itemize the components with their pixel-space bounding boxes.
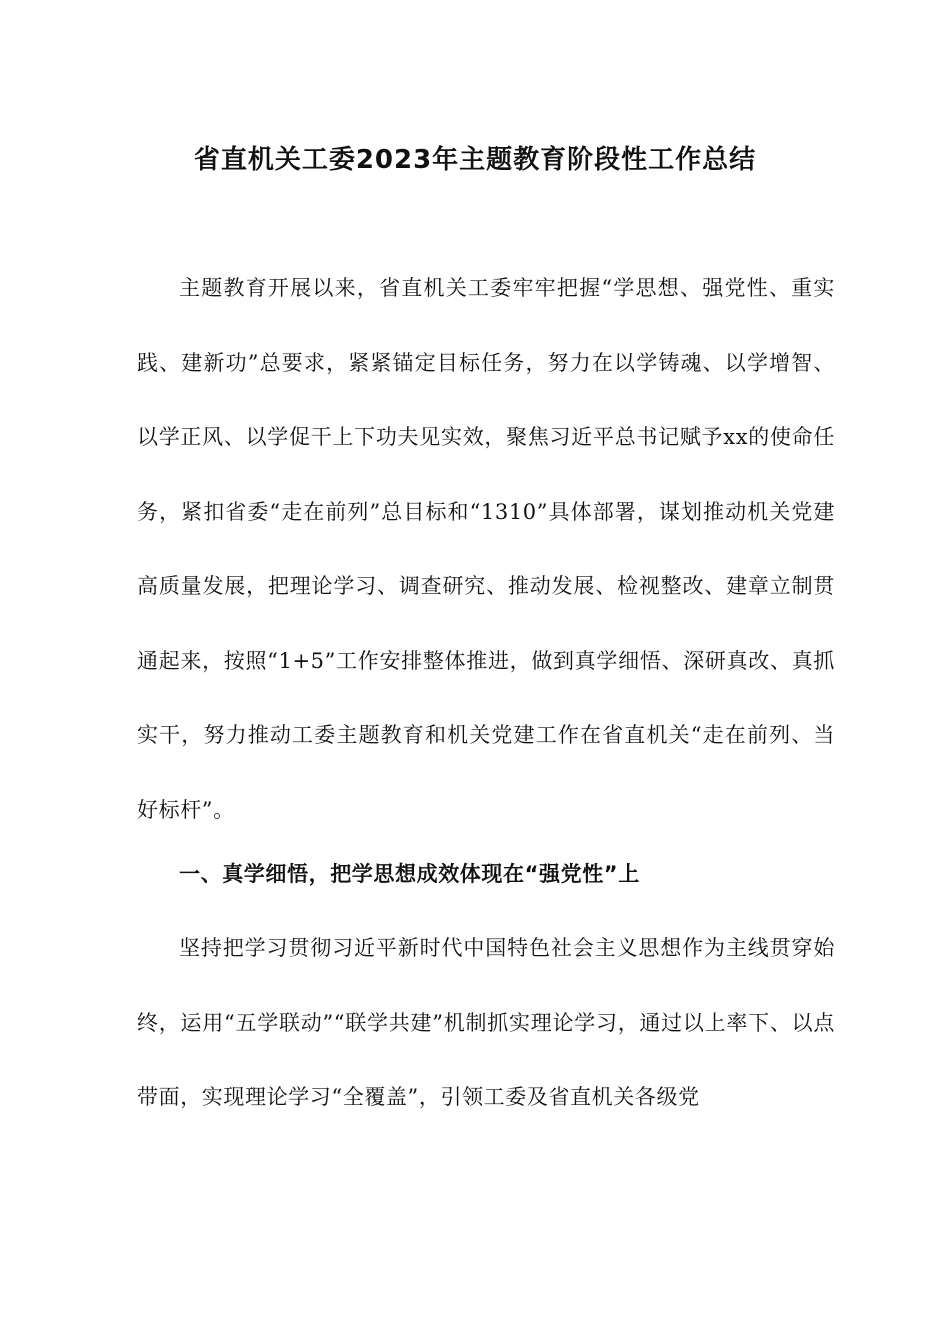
section-heading-1: 一、真学细悟，把学思想成效体现在“强党性”上 [179,862,640,886]
section-1-paragraph: 坚持把学习贯彻习近平新时代中国特色社会主义思想作为主线贯穿始终，运用“五学联动”“联学共建”机制抓实理论学习，通过以上率下、以点带面，实现理论学习“全覆盖”，引领工委及省直机关各级党 [137,936,835,1109]
intro-paragraph: 主题教育开展以来，省直机关工委牢牢把握“学思想、强党性、重实践、建新功”总要求，紧紧锚定目标任务，努力在以学铸魂、以学增智、以学正风、以学促干上下功夫见实效，聚焦习近平总书记赋予xx的使命任务，紧扣省委“走在前列”总目标和“1310”具体部署，谋划推动机关党建高质量发展，把理论学习、调查研究、推动发展、检视整改、建章立制贯通起来，按照“1+5”工作安排整体推进，做到真学细悟、深研真改、真抓实干，努力推动工委主题教育和机关党建工作在省直机关“走在前列、当好标杆”。 [137,276,835,822]
document-title: 省直机关工委2023年主题教育阶段性工作总结 [193,145,757,175]
